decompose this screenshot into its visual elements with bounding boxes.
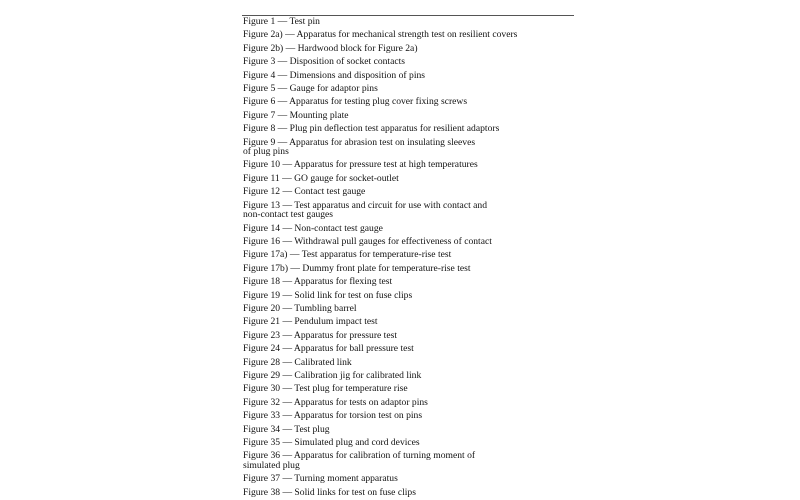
list-item: Figure 13 — Test apparatus and circuit for use with contact and non-contact test gauges — [243, 199, 487, 221]
list-item: Figure 12 — Contact test gauge — [243, 186, 366, 198]
list-item: Figure 33 — Apparatus for torsion test on pins — [243, 410, 423, 422]
list-item: Figure 20 — Tumbling barrel — [243, 302, 357, 314]
list-item: Figure 32 — Apparatus for tests on adaptor pins — [243, 396, 428, 408]
list-item: Figure 24 — Apparatus for ball pressure test — [243, 343, 414, 355]
list-item: Figure 35 — Simulated plug and cord devices — [243, 437, 420, 448]
list-item: Figure 36 — Apparatus for calibration of turning moment of simulated plug — [243, 450, 476, 471]
list-item: Figure 10 — Apparatus for pressure test at high temperatures — [243, 159, 478, 171]
list-item: Figure 30 — Test plug for temperature rise — [243, 383, 408, 395]
list-of-figures — [243, 15, 573, 499]
list-item: Figure 7 — Mounting plate — [243, 109, 349, 121]
list-item: Figure 17b) — Dummy front plate for temperature-rise test — [243, 262, 471, 274]
list-item: Figure 3 — Disposition of socket contacts — [243, 56, 406, 68]
list-item: Figure 1 — Test pin — [243, 16, 320, 27]
list-item: Figure 8 — Plug pin deflection test apparatus for resilient adaptors — [243, 123, 500, 135]
list-item: Figure 28 — Calibrated link — [243, 356, 352, 368]
list-item: Figure 5 — Gauge for adaptor pins — [243, 83, 378, 95]
list-item: Figure 6 — Apparatus for testing plug cover fixing screws — [243, 96, 468, 108]
list-item: Figure 17a) — Test apparatus for temperature-rise test — [243, 249, 452, 261]
list-item: Figure 2b) — Hardwood block for Figure 2a) — [243, 42, 418, 54]
list-item: Figure 29 — Calibration jig for calibrated link — [243, 369, 422, 381]
list-item: Figure 34 — Test plug — [243, 423, 330, 435]
list-item: Figure 9 — Apparatus for abrasion test on insulating sleeves of plug pins — [243, 136, 476, 158]
list-item: Figure 38 — Solid links for test on fuse clips — [243, 486, 416, 498]
list-item: Figure 14 — Non-contact test gauge — [243, 222, 383, 234]
list-item: Figure 2a) — Apparatus for mechanical strength test on resilient covers — [243, 29, 518, 41]
list-item: Figure 23 — Apparatus for pressure test — [243, 329, 398, 341]
list-item: Figure 21 — Pendulum impact test — [243, 316, 378, 328]
list-item: Figure 19 — Solid link for test on fuse clips — [243, 289, 413, 301]
list-item: Figure 18 — Apparatus for flexing test — [243, 276, 393, 288]
list-item: Figure 11 — GO gauge for socket-outlet — [243, 172, 399, 184]
list-item: Figure 37 — Turning moment apparatus — [243, 473, 398, 485]
list-item: Figure 4 — Dimensions and disposition of pins — [243, 69, 426, 81]
list-item: Figure 16 — Withdrawal pull gauges for effectiveness of contact — [243, 235, 492, 247]
